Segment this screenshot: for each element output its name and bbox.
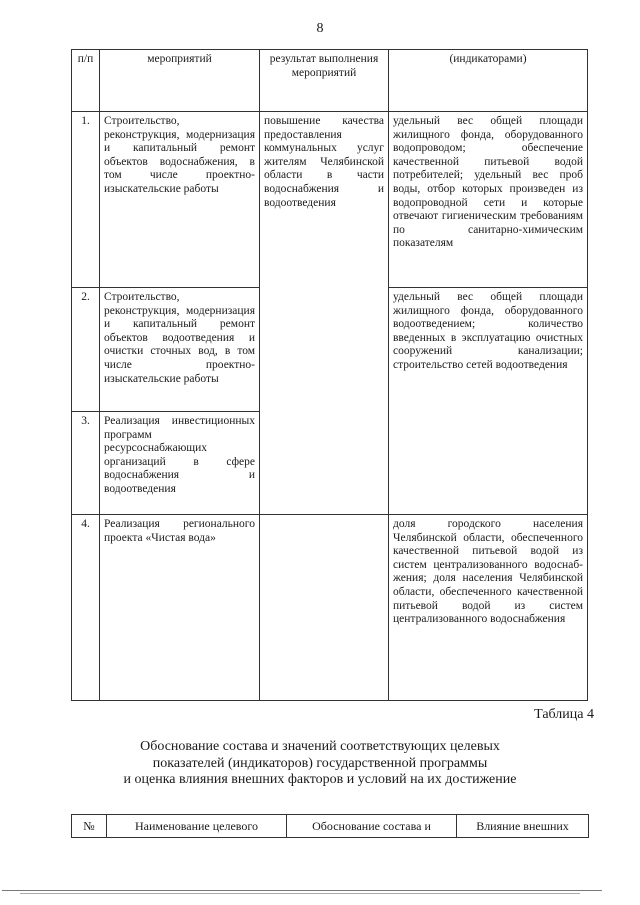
heading-line-2: показателей (индикаторов) государственной программы	[152, 755, 488, 771]
row-4-event: Реализация регионального проекта «Чистая вода»	[100, 515, 260, 701]
row-4-num: 4.	[72, 515, 100, 701]
row-1-event: Строительство, реконструкция, модернизация и капитальный ремонт объектов водоснабжения, в том числе проектно-изыскательские работы	[100, 112, 260, 288]
header-indicators: (индикаторами)	[389, 50, 588, 112]
header-num: п/п	[72, 50, 100, 112]
indicators-table	[71, 814, 589, 838]
row-3-num: 3.	[72, 412, 100, 515]
row-1-num: 1.	[72, 112, 100, 288]
scan-edge-line	[2, 890, 602, 891]
header-result: результат выполнения мероприятий	[260, 50, 389, 112]
col-number: №	[72, 815, 107, 838]
scan-edge-line-2	[20, 893, 580, 894]
table-row	[72, 515, 588, 701]
row-1-indicators: удельный вес общей площади жилищного фонда, оборудованного водопроводом; обеспечение качественной питьевой водой потребителей; удельный вес проб воды, отбор которых произведен из водопроводной сети и которые отвечают гигиеническим требованиям по санитарно-химическим показателям	[389, 112, 588, 288]
header-events: мероприятий	[100, 50, 260, 112]
col-external-influence: Влияние внешних	[457, 815, 589, 838]
heading-line-3: и оценка влияния внешних факторов и условий на их достижение	[123, 772, 517, 787]
row-4-indicators: доля городского населения Челябинской области, обеспеченного качественной питьевой водой из систем централизованного водоснаб-жения; доля населения Челябинской области, обеспеченного качественной питьевой водой из систем централизованного водоснабжения	[389, 515, 588, 701]
row-2-num: 2.	[72, 288, 100, 412]
row-4-result	[260, 515, 389, 701]
row-2-event: Строительство, реконструкция, модернизация и капитальный ремонт объектов водоотведения и очистки сточных вод, в том числе проектно-изыскательские работы	[100, 288, 260, 412]
page-number: 8	[316, 21, 324, 36]
row-3-event: Реализация инвестиционных программ ресурсоснабжающих организаций в сфере водоснабжения и водоотведения	[100, 412, 260, 515]
heading-line-1: Обоснование состава и значений соответствующих целевых	[140, 739, 500, 754]
table-4-label: Таблица 4	[534, 707, 594, 722]
col-name: Наименование целевого	[107, 815, 287, 838]
rows-2-3-indicators: удельный вес общей площади жилищного фонда, оборудованного водоотведением; количество введенных в эксплуатацию очистных сооружений канализации; строительство сетей водоотведения	[389, 288, 588, 515]
table-header-row	[72, 50, 588, 112]
col-justification: Обоснование состава и	[287, 815, 457, 838]
measures-table	[71, 49, 588, 701]
rows-1-3-result: повышение качества предоставления коммунальных услуг жителям Челябинской области в части водоснабжения и водоотведения	[260, 112, 389, 515]
indicators-table-header	[72, 815, 589, 838]
section-heading	[0, 739, 640, 789]
table-row	[72, 112, 588, 288]
